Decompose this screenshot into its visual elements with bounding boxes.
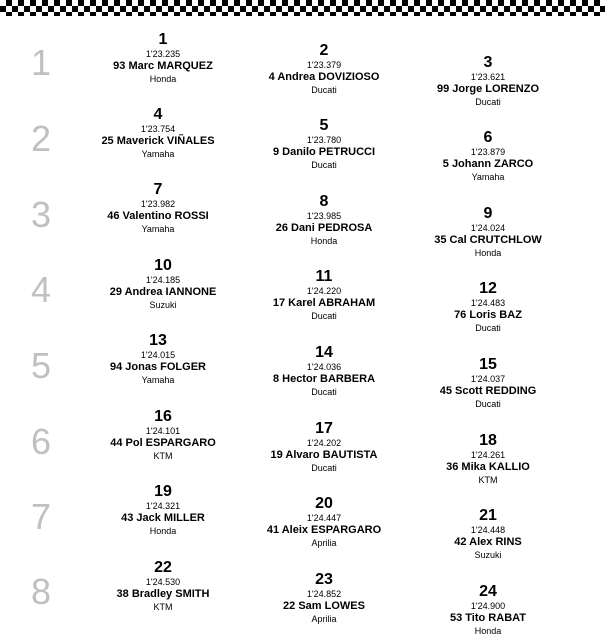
- rider-name: 45 Scott REDDING: [439, 385, 537, 397]
- rider-name: 9 Danilo PETRUCCI: [272, 146, 376, 158]
- grid-slot: [254, 268, 394, 322]
- rider-name: 8 Hector BARBERA: [272, 373, 376, 385]
- lap-time: 1'24.530: [145, 577, 181, 587]
- lap-time: 1'24.185: [145, 275, 181, 285]
- grid-slot: [254, 571, 394, 625]
- grid-slot: [418, 356, 558, 410]
- rider-name: 22 Sam LOWES: [283, 600, 365, 612]
- grid-slot: [88, 106, 228, 160]
- team-name: Yamaha: [141, 224, 175, 234]
- lap-time: 1'23.985: [306, 211, 342, 221]
- rider-name: 76 Loris BAZ: [454, 309, 522, 321]
- team-name: Honda: [474, 626, 502, 636]
- lap-time: 1'24.321: [145, 501, 181, 511]
- lap-time: 1'24.483: [470, 298, 506, 308]
- team-name: Ducati: [311, 463, 337, 473]
- team-name: Ducati: [475, 399, 501, 409]
- team-name: KTM: [478, 475, 498, 485]
- grid-slot: [93, 483, 233, 537]
- position-number: 21: [479, 507, 497, 524]
- grid-slot: [418, 507, 558, 561]
- lap-time: 1'24.448: [470, 525, 506, 535]
- grid-row-number: 2: [30, 118, 52, 159]
- team-name: Honda: [474, 248, 502, 258]
- rider-name: 46 Valentino ROSSI: [107, 210, 209, 222]
- rider-name: 99 Jorge LORENZO: [436, 83, 540, 95]
- lap-time: 1'24.261: [470, 450, 506, 460]
- position-number: 14: [315, 344, 333, 361]
- grid-row-number: 8: [30, 571, 52, 612]
- rider-name: 29 Andrea IANNONE: [109, 286, 217, 298]
- position-number: 18: [479, 432, 497, 449]
- lap-time: 1'23.379: [306, 60, 342, 70]
- grid-slot: [254, 117, 394, 171]
- team-name: Ducati: [311, 85, 337, 95]
- team-name: Yamaha: [141, 149, 175, 159]
- team-name: KTM: [153, 451, 173, 461]
- grid-slot: [254, 193, 394, 247]
- team-name: Ducati: [311, 387, 337, 397]
- position-number: 19: [154, 483, 172, 500]
- position-number: 8: [319, 193, 329, 210]
- team-name: Aprilia: [311, 538, 337, 548]
- grid-slot: [418, 205, 558, 259]
- position-number: 23: [315, 571, 333, 588]
- rider-name: 44 Pol ESPARGARO: [110, 437, 216, 449]
- rider-name: 35 Cal CRUTCHLOW: [434, 234, 542, 246]
- team-name: Ducati: [311, 160, 337, 170]
- rider-name: 43 Jack MILLER: [121, 512, 205, 524]
- rider-name: 38 Bradley SMITH: [116, 588, 210, 600]
- lap-time: 1'24.037: [470, 374, 506, 384]
- lap-time: 1'24.220: [306, 286, 342, 296]
- grid-slot: [418, 54, 558, 108]
- team-name: Aprilia: [311, 614, 337, 624]
- grid-slot: [418, 583, 558, 637]
- rider-name: 41 Aleix ESPARGARO: [266, 524, 382, 536]
- rider-name: 42 Alex RINS: [454, 536, 522, 548]
- lap-time: 1'24.036: [306, 362, 342, 372]
- team-name: Honda: [149, 74, 177, 84]
- rider-name: 94 Jonas FOLGER: [110, 361, 206, 373]
- lap-time: 1'23.982: [140, 199, 176, 209]
- rider-name: 93 Marc MARQUEZ: [113, 60, 213, 72]
- position-number: 10: [154, 257, 172, 274]
- grid-slot: [254, 344, 394, 398]
- team-name: Honda: [310, 236, 338, 246]
- rider-name: 36 Mika KALLIO: [446, 461, 530, 473]
- lap-time: 1'24.447: [306, 513, 342, 523]
- lap-time: 1'23.879: [470, 147, 506, 157]
- lap-time: 1'24.852: [306, 589, 342, 599]
- lap-time: 1'24.101: [145, 426, 181, 436]
- position-number: 7: [153, 181, 163, 198]
- team-name: Ducati: [475, 97, 501, 107]
- lap-time: 1'23.780: [306, 135, 342, 145]
- grid-slot: [93, 408, 233, 462]
- lap-time: 1'23.621: [470, 72, 506, 82]
- rider-name: 4 Andrea DOVIZIOSO: [268, 71, 380, 83]
- grid-slot: [93, 559, 233, 613]
- rider-name: 25 Maverick VIÑALES: [101, 135, 215, 147]
- team-name: Suzuki: [474, 550, 502, 560]
- grid-row-number: 7: [30, 496, 52, 537]
- position-number: 13: [149, 332, 167, 349]
- position-number: 22: [154, 559, 172, 576]
- lap-time: 1'24.900: [470, 601, 506, 611]
- grid-slot: [418, 432, 558, 486]
- position-number: 12: [479, 280, 497, 297]
- position-number: 3: [483, 54, 493, 71]
- grid-slot: [254, 420, 394, 474]
- grid-slot: [93, 257, 233, 311]
- rider-name: 19 Alvaro BAUTISTA: [270, 449, 378, 461]
- position-number: 1: [158, 31, 168, 48]
- team-name: Yamaha: [471, 172, 505, 182]
- position-number: 2: [319, 42, 329, 59]
- position-number: 9: [483, 205, 493, 222]
- grid-row-number: 5: [30, 345, 52, 386]
- grid-row-number: 1: [30, 42, 52, 83]
- position-number: 15: [479, 356, 497, 373]
- lap-time: 1'24.015: [140, 350, 176, 360]
- position-number: 4: [153, 106, 163, 123]
- grid-slot: [88, 332, 228, 386]
- grid-slot: [254, 495, 394, 549]
- position-number: 17: [315, 420, 333, 437]
- team-name: Suzuki: [149, 300, 177, 310]
- grid-slot: [418, 280, 558, 334]
- team-name: Ducati: [475, 323, 501, 333]
- lap-time: 1'24.202: [306, 438, 342, 448]
- rider-name: 53 Tito RABAT: [450, 612, 526, 624]
- grid-row-number: 3: [30, 194, 52, 235]
- grid-row-number: 6: [30, 421, 52, 462]
- team-name: Honda: [149, 526, 177, 536]
- position-number: 5: [319, 117, 329, 134]
- team-name: Yamaha: [141, 375, 175, 385]
- position-number: 16: [154, 408, 172, 425]
- lap-time: 1'23.754: [140, 124, 176, 134]
- position-number: 24: [479, 583, 497, 600]
- grid-slot: [93, 31, 233, 85]
- rider-name: 17 Karel ABRAHAM: [272, 297, 376, 309]
- position-number: 6: [483, 129, 493, 146]
- lap-time: 1'23.235: [145, 49, 181, 59]
- grid-slot: [254, 42, 394, 96]
- grid-slot: [88, 181, 228, 235]
- checkered-flag-banner: [0, 0, 605, 16]
- team-name: KTM: [153, 602, 173, 612]
- team-name: Ducati: [311, 311, 337, 321]
- position-number: 11: [315, 268, 333, 285]
- grid-row-number: 4: [30, 269, 52, 310]
- position-number: 20: [315, 495, 333, 512]
- lap-time: 1'24.024: [470, 223, 506, 233]
- grid-slot: [418, 129, 558, 183]
- rider-name: 26 Dani PEDROSA: [275, 222, 373, 234]
- rider-name: 5 Johann ZARCO: [442, 158, 534, 170]
